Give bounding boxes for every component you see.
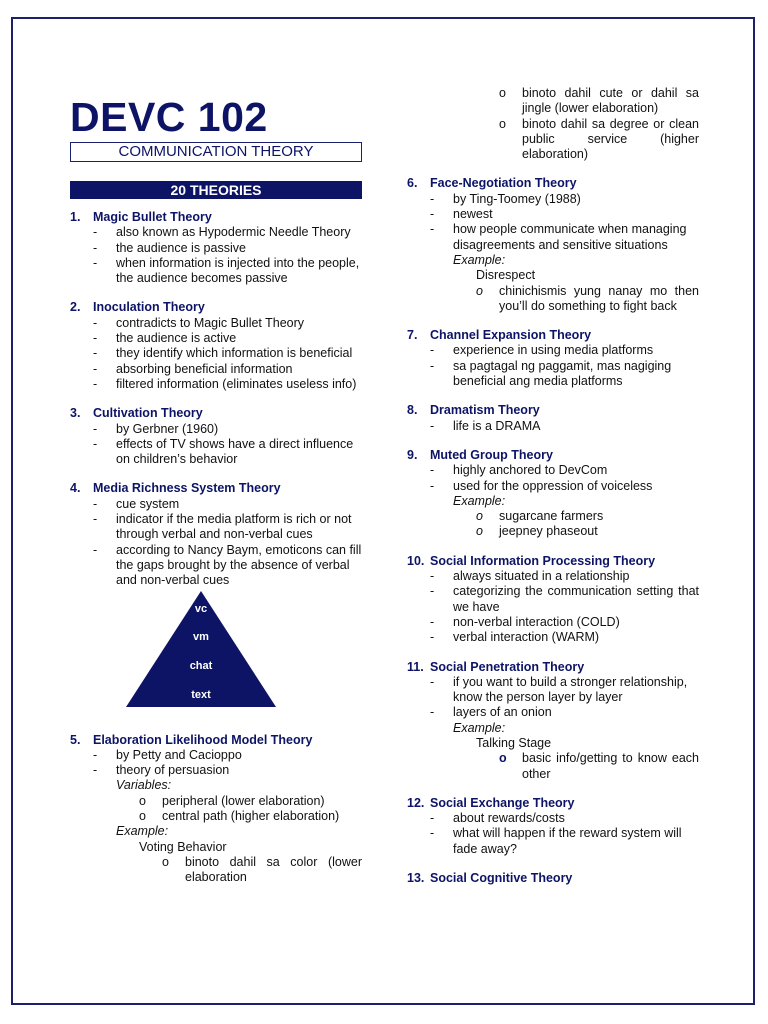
- example-label: Example:: [453, 493, 506, 508]
- bullet-list: [407, 192, 699, 253]
- bullet-item: - filtered information (eliminates useless info): [93, 376, 357, 391]
- bullet-item: - the audience is active: [93, 331, 237, 346]
- bullet-item: - by Petty and Cacioppo: [93, 747, 242, 762]
- bullet-list: [407, 343, 699, 389]
- theory-number: 8.: [407, 403, 418, 418]
- theory-heading: [407, 328, 699, 343]
- bullet-item: - absorbing beneficial information: [93, 361, 293, 376]
- bullet-item: - layers of an onion: [430, 705, 552, 720]
- dash-bullet: -: [430, 207, 435, 222]
- circle-bullet: o: [499, 116, 506, 131]
- theory-heading: [70, 733, 362, 748]
- dash-bullet: -: [430, 614, 435, 629]
- bullet-item: - used for the oppression of voiceless: [430, 478, 653, 493]
- theory-heading: [407, 176, 699, 191]
- dash-bullet: -: [430, 478, 435, 493]
- dash-bullet: -: [93, 747, 98, 762]
- theory-13: [407, 871, 699, 886]
- dash-bullet: -: [93, 361, 98, 376]
- example-list: [407, 751, 699, 782]
- bullet-item: - always situated in a relationship: [430, 569, 630, 584]
- circle-bullet: o: [476, 524, 483, 539]
- theory-heading: [407, 871, 699, 886]
- dash-bullet: -: [430, 569, 435, 584]
- theory-title: Channel Expansion Theory: [430, 328, 592, 343]
- dash-bullet: -: [93, 436, 98, 451]
- theory-1: [70, 210, 362, 286]
- theory-title: Dramatism Theory: [430, 403, 540, 418]
- theory-number: 1.: [70, 210, 81, 224]
- theory-title: Magic Bullet Theory: [93, 210, 212, 224]
- bullet-item: - sa pagtagal ng paggamit, mas nagiging beneficial ang media platforms: [430, 358, 672, 389]
- example-heading: Talking Stage: [476, 735, 552, 750]
- dash-bullet: -: [430, 630, 435, 645]
- dash-bullet: -: [430, 705, 435, 720]
- theory-title: Social Cognitive Theory: [430, 871, 573, 886]
- bullet-list: [70, 225, 362, 286]
- dash-bullet: -: [93, 255, 98, 270]
- theory-10: [407, 554, 699, 646]
- theory-title: Social Information Processing Theory: [430, 553, 656, 568]
- theory-number: 9.: [407, 447, 418, 462]
- circle-bullet: o: [476, 509, 483, 524]
- theory-number: 3.: [70, 406, 81, 421]
- theory-12: [407, 796, 699, 857]
- sub-bullet-item: o binoto dahil sa color (lower elaboration: [162, 854, 362, 885]
- sub-bullet-item: o binoto dahil sa degree or clean public service (higher elaboration): [499, 116, 699, 162]
- theory-number: 12.: [407, 795, 425, 810]
- theory-heading: [407, 796, 699, 811]
- bullet-item: - the audience is passive: [93, 240, 246, 255]
- bullet-list: [70, 316, 362, 392]
- media-richness-pyramid: [70, 591, 362, 707]
- dash-bullet: -: [93, 512, 98, 527]
- dash-bullet: -: [430, 463, 435, 478]
- theory-8: [407, 403, 699, 434]
- sub-bullet-item: o peripheral (lower elaboration): [139, 793, 325, 808]
- theory-heading: [70, 481, 362, 496]
- dash-bullet: -: [93, 331, 98, 346]
- circle-bullet: o: [499, 751, 507, 766]
- left-column: [70, 88, 362, 900]
- bullet-item: - non-verbal interaction (COLD): [430, 614, 620, 629]
- bullet-list: [407, 419, 699, 434]
- bullet-item: - if you want to build a stronger relationship, know the person layer by layer: [430, 674, 688, 705]
- bullet-item: - what will happen if the reward system will fade away?: [430, 826, 682, 856]
- bullet-list: [407, 811, 699, 857]
- bullet-list: [407, 675, 699, 721]
- pyramid-label-vc: vc: [194, 602, 208, 615]
- pyramid-label-text: text: [191, 688, 211, 701]
- dash-bullet: -: [430, 584, 435, 599]
- theory-heading: [407, 448, 699, 463]
- sub-bullet-item: o central path (higher elaboration): [139, 809, 340, 824]
- circle-bullet: o: [162, 854, 169, 869]
- dash-bullet: -: [430, 222, 435, 237]
- page-title: DEVC 102: [70, 94, 268, 140]
- bullet-item: - according to Nancy Baym, emoticons can fill the gaps brought by the absence of verbal and non-verbal cues: [93, 542, 362, 588]
- dash-bullet: -: [93, 315, 98, 330]
- dash-bullet: -: [430, 343, 435, 358]
- example-heading: Voting Behavior: [139, 839, 227, 854]
- bullet-item: - indicator if the media platform is rich or not through verbal and non-verbal cues: [93, 512, 352, 542]
- theory-3: [70, 406, 362, 467]
- variables-list: [70, 794, 362, 825]
- page-subtitle: COMMUNICATION THEORY: [70, 142, 362, 162]
- theory-title: Muted Group Theory: [430, 447, 553, 462]
- theory-number: 4.: [70, 481, 81, 496]
- sub-bullet-item: o sugarcane farmers: [476, 509, 604, 524]
- dash-bullet: -: [430, 811, 435, 826]
- bullet-item: - experience in using media platforms: [430, 343, 654, 358]
- dash-bullet: -: [430, 826, 435, 841]
- bullet-item: - they identify which information is beneficial: [93, 346, 353, 361]
- dash-bullet: -: [93, 376, 98, 391]
- theory-5: [70, 733, 362, 886]
- theory-list-left: [70, 210, 362, 886]
- theory-4: [70, 481, 362, 706]
- circle-bullet: o: [476, 283, 483, 298]
- theory-11: [407, 660, 699, 782]
- section-band: 20 THEORIES: [70, 181, 362, 199]
- dash-bullet: -: [430, 674, 435, 689]
- dash-bullet: -: [430, 358, 435, 373]
- example-heading: Disrespect: [476, 268, 536, 283]
- theory-number: 10.: [407, 553, 425, 568]
- circle-bullet: o: [139, 809, 146, 824]
- dash-bullet: -: [93, 240, 98, 255]
- example-list: [407, 284, 699, 315]
- circle-bullet: o: [499, 86, 506, 100]
- circle-bullet: o: [139, 793, 146, 808]
- dash-bullet: -: [93, 346, 98, 361]
- example-label: Example:: [453, 252, 506, 267]
- theory-heading: [70, 300, 362, 315]
- bullet-item: - contradicts to Magic Bullet Theory: [93, 315, 305, 330]
- theory-title: Inoculation Theory: [93, 300, 205, 315]
- bullet-item: - cue system: [93, 496, 180, 511]
- example-list-continued: [407, 86, 699, 162]
- bullet-list: [70, 422, 362, 468]
- theory-2: [70, 300, 362, 392]
- variables-label: Variables:: [116, 778, 172, 793]
- theory-number: 7.: [407, 328, 418, 343]
- bullet-list: [70, 748, 362, 779]
- bullet-item: - about rewards/costs: [430, 811, 565, 826]
- right-column: [407, 86, 699, 900]
- theory-heading: [70, 406, 362, 421]
- theory-6: [407, 176, 699, 314]
- theory-title: Elaboration Likelihood Model Theory: [93, 732, 313, 747]
- bullet-list: [407, 463, 699, 494]
- bullet-item: - when information is injected into the people, the audience becomes passive: [93, 255, 360, 286]
- theory-title: Face-Negotiation Theory: [430, 176, 577, 191]
- theory-number: 11.: [407, 659, 424, 674]
- dash-bullet: -: [93, 496, 98, 511]
- bullet-item: - theory of persuasion: [93, 763, 230, 778]
- bullet-list: [407, 569, 699, 645]
- example-label: Example:: [453, 720, 506, 735]
- bullet-item: - life is a DRAMA: [430, 418, 541, 433]
- theory-number: 5.: [70, 732, 81, 747]
- theory-title: Media Richness System Theory: [93, 481, 281, 496]
- bullet-item: - by Ting-Toomey (1988): [430, 191, 581, 206]
- theory-number: 6.: [407, 176, 418, 191]
- dash-bullet: -: [430, 191, 435, 206]
- bullet-item: - also known as Hypodermic Needle Theory: [93, 225, 351, 240]
- dash-bullet: -: [93, 225, 98, 240]
- theory-title: Cultivation Theory: [93, 406, 203, 421]
- bullet-list: [70, 497, 362, 589]
- theory-heading: [407, 403, 699, 418]
- bullet-item: - categorizing the communication setting that we have: [430, 584, 699, 614]
- theory-title: Social Penetration Theory: [430, 659, 585, 674]
- pyramid-label-vm: vm: [193, 630, 209, 643]
- example-list: [70, 855, 362, 886]
- dash-bullet: -: [93, 542, 98, 557]
- bullet-item: - effects of TV shows have a direct influence on children’s behavior: [93, 436, 354, 467]
- bullet-item: - verbal interaction (WARM): [430, 630, 600, 645]
- sub-bullet-item: o chinichismis yung nanay mo then you’ll do something to fight back: [476, 283, 699, 313]
- theory-heading: [70, 210, 362, 225]
- bullet-item: - how people communicate when managing disagreements and sensitive situations: [430, 222, 687, 252]
- theory-number: 2.: [70, 300, 81, 315]
- sub-bullet-item: o jeepney phaseout: [476, 524, 598, 539]
- theory-7: [407, 328, 699, 389]
- dash-bullet: -: [430, 418, 435, 433]
- theory-title: Social Exchange Theory: [430, 795, 575, 810]
- example-label: Example:: [116, 824, 169, 839]
- theory-number: 13.: [407, 871, 425, 886]
- dash-bullet: -: [93, 421, 98, 436]
- sub-bullet-item: o binoto dahil cute or dahil sa jingle (lower elaboration): [499, 86, 699, 116]
- pyramid-label-chat: chat: [189, 659, 213, 672]
- sub-bullet-item: o basic info/getting to know each other: [499, 751, 699, 781]
- theory-heading: [407, 554, 699, 569]
- bullet-item: - by Gerbner (1960): [93, 421, 219, 436]
- dash-bullet: -: [93, 763, 98, 778]
- example-list: [407, 509, 699, 540]
- bullet-item: - newest: [430, 207, 493, 222]
- theory-heading: [407, 660, 699, 675]
- bullet-item: - highly anchored to DevCom: [430, 463, 608, 478]
- theory-9: [407, 448, 699, 540]
